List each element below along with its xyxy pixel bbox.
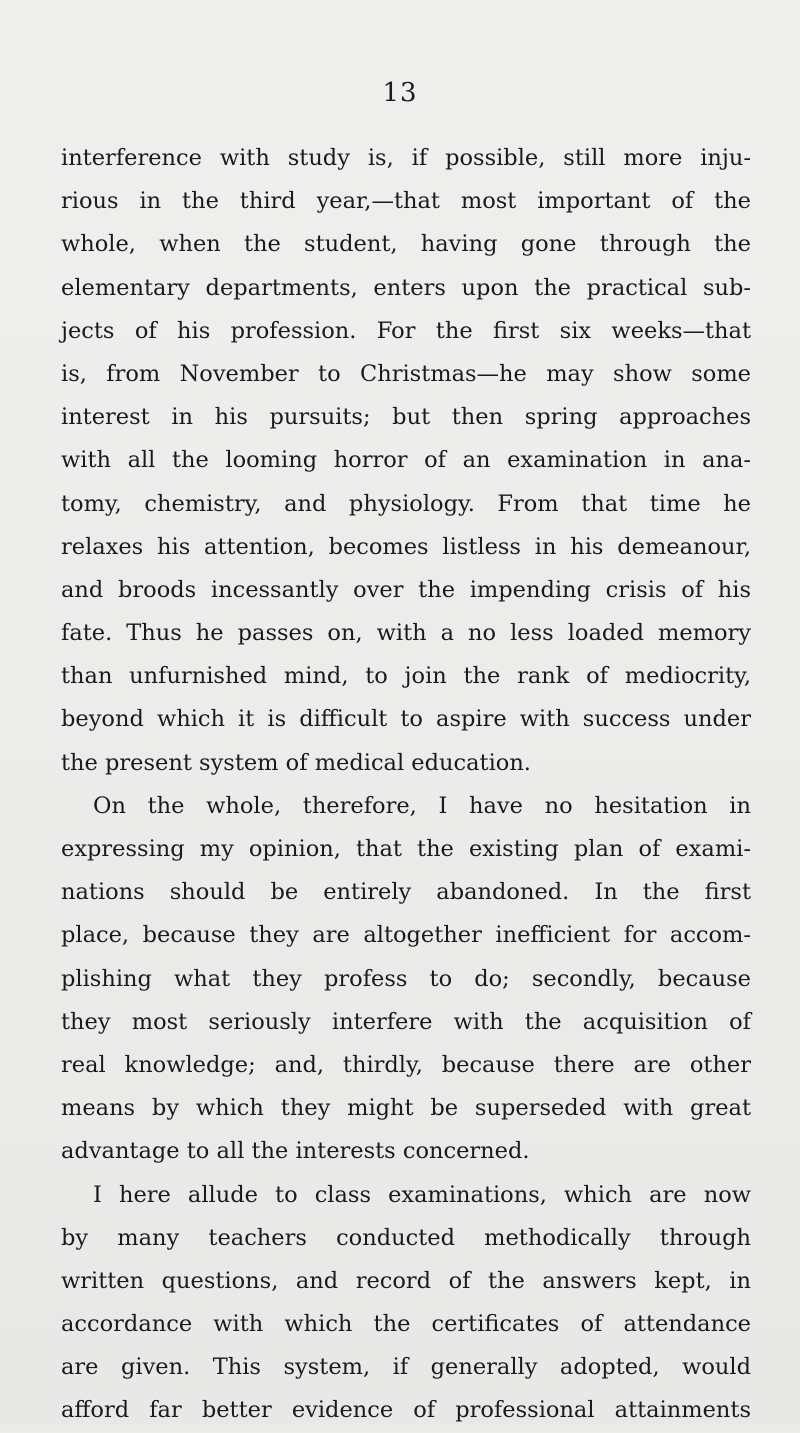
text-line: afford far better evidence of professional attainments <box>61 1397 751 1424</box>
text-line: with all the looming horror of an examination in ana- <box>61 447 751 474</box>
text-line: On the whole, therefore, I have no hesitation in <box>93 792 751 819</box>
text-line: the present system of medical education. <box>61 749 531 776</box>
text-line: rious in the third year,—that most important of the <box>61 188 751 215</box>
text-line: I here allude to class examinations, which are now <box>93 1181 751 1208</box>
text-line: written questions, and record of the answers kept, in <box>61 1267 751 1294</box>
text-line: are given. This system, if generally adopted, would <box>61 1354 751 1381</box>
text-line: by many teachers conducted methodically through <box>61 1224 751 1251</box>
page-number: 13 <box>382 78 418 108</box>
text-line: than unfurnished mind, to join the rank of mediocrity, <box>61 663 751 690</box>
text-line: advantage to all the interests concerned. <box>61 1138 530 1165</box>
text-line: interference with study is, if possible, still more inju- <box>61 145 751 171</box>
text-line: plishing what they profess to do; secondly, because <box>61 965 751 992</box>
text-line: means by which they might be superseded with great <box>61 1095 751 1122</box>
text-line: place, because they are altogether inefficient for accom- <box>61 922 751 949</box>
text-line: fate. Thus he passes on, with a no less loaded memory <box>61 620 751 647</box>
text-line: tomy, chemistry, and physiology. From that time he <box>61 490 751 517</box>
text-line: accordance with which the certificates of attendance <box>61 1311 751 1338</box>
body-text <box>61 137 751 1433</box>
text-line: whole, when the student, having gone through the <box>61 231 751 258</box>
text-line: relaxes his attention, becomes listless in his demeanour, <box>61 533 751 560</box>
text-line: beyond which it is difficult to aspire with success under <box>61 706 751 733</box>
text-line: interest in his pursuits; but then spring approaches <box>61 404 751 431</box>
text-line: jects of his profession. For the first six weeks—that <box>61 317 751 344</box>
text-line: is, from November to Christmas—he may show some <box>61 360 751 387</box>
text-line: expressing my opinion, that the existing plan of exami- <box>61 836 751 862</box>
text-line: they most seriously interfere with the acquisition of <box>61 1008 751 1035</box>
text-line: and broods incessantly over the impending crisis of his <box>61 576 751 603</box>
text-line: elementary departments, enters upon the practical sub- <box>61 274 751 301</box>
text-line: nations should be entirely abandoned. In the first <box>61 879 751 906</box>
text-line: real knowledge; and, thirdly, because there are other <box>61 1051 751 1078</box>
